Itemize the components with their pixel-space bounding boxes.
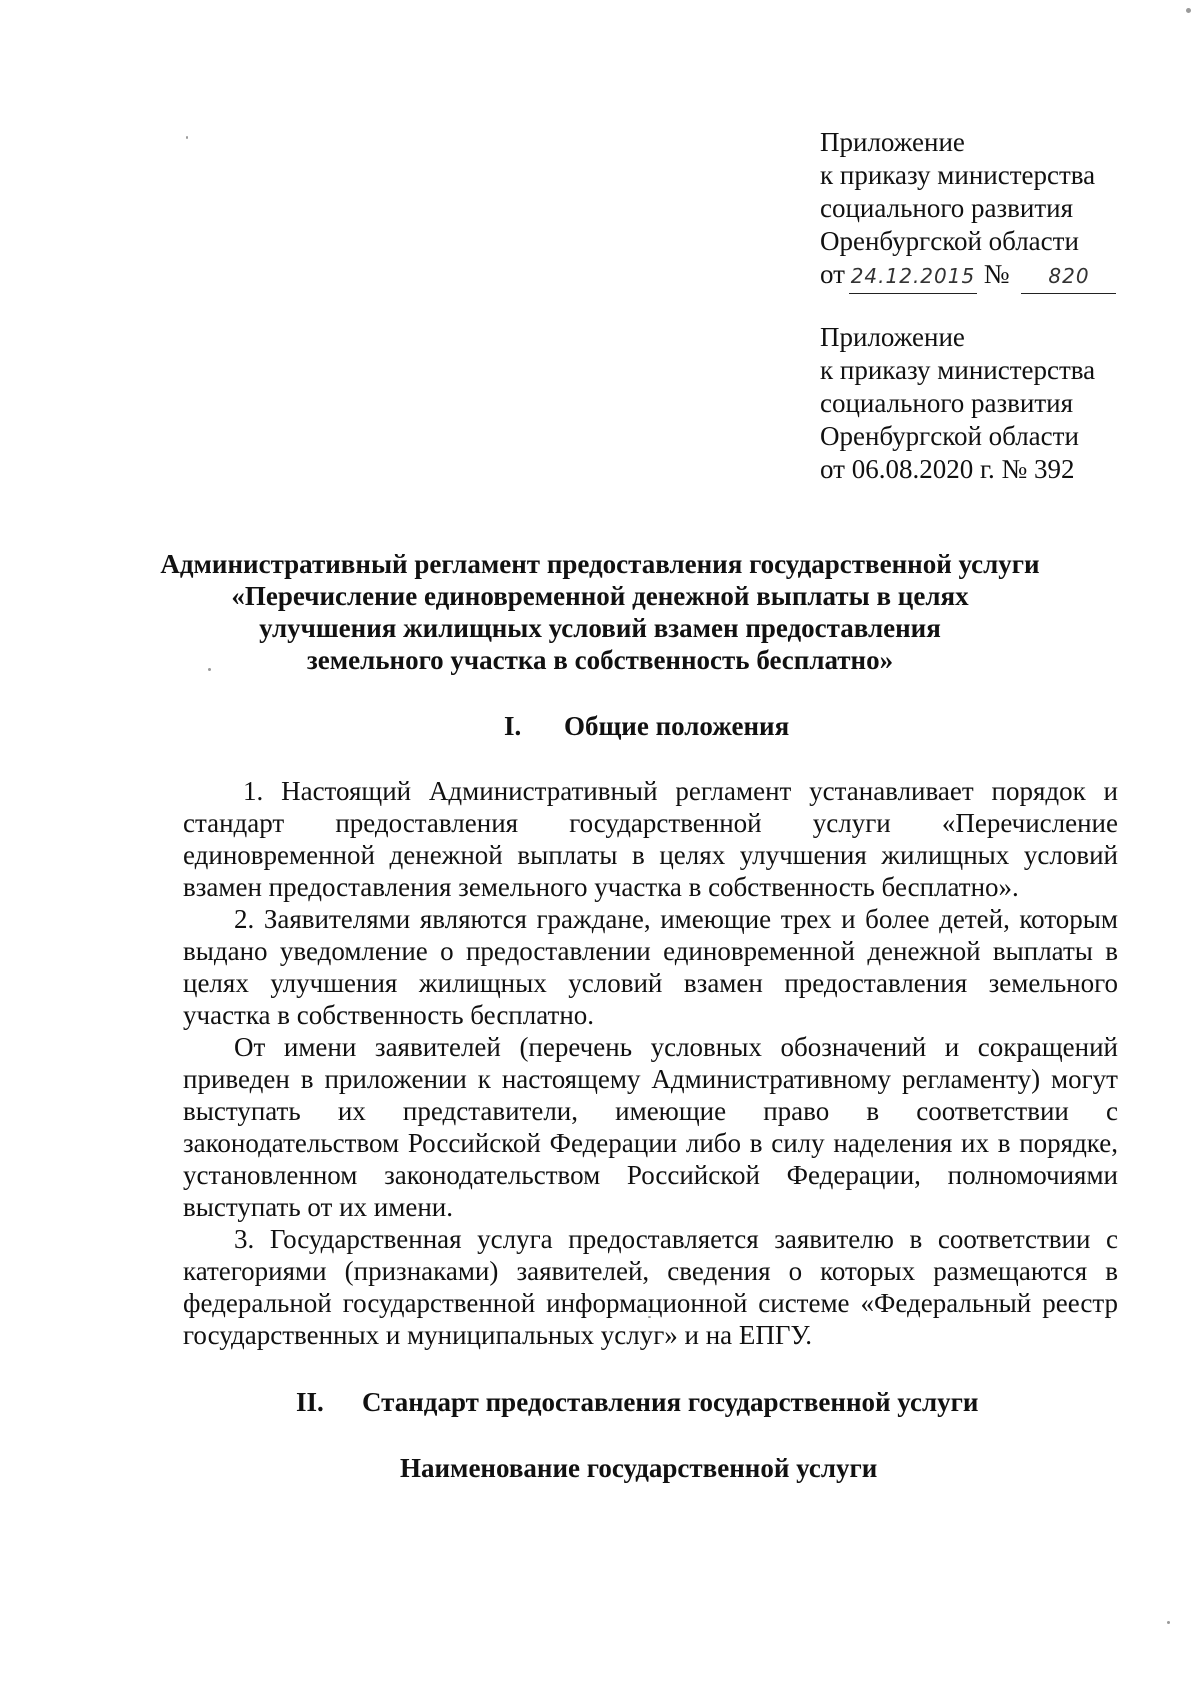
section-title: Стандарт предоставления государственной услуги: [362, 1387, 979, 1417]
approval-block-current: [820, 126, 1116, 294]
approval-line: Оренбургской области: [820, 226, 1079, 256]
section-heading-2: [296, 1386, 978, 1418]
approval-line: Приложение: [820, 322, 965, 352]
scan-speck: [186, 136, 188, 139]
paragraph: От имени заявителей (перечень условных обозначений и сокращений приведен в приложении к настоящему Административному регламенту) могут выступать их представители, имеющие право в соответствии с законодательством Российской Федерации либо в силу наделения их в порядке, установленном законодательством Российской Федерации, полномочиями выступать от их имени.: [183, 1032, 1118, 1222]
approval-line: Оренбургской области: [820, 421, 1079, 451]
title-line: земельного участка в собственность бесплатно»: [306, 645, 894, 675]
approval-line: к приказу министерства: [820, 160, 1096, 190]
approval-date-line: [820, 258, 1116, 294]
approval-date-line: от 06.08.2020 г. № 392: [820, 454, 1075, 484]
title-line: «Перечисление единовременной денежной выплаты в целях: [231, 581, 969, 611]
document-title: [150, 548, 1050, 676]
section-number: I.: [504, 711, 522, 741]
scan-speck: [1186, 8, 1191, 13]
approval-line: к приказу министерства: [820, 355, 1096, 385]
handwritten-number: 820: [1021, 260, 1116, 294]
title-line: улучшения жилищных условий взамен предоставления: [259, 613, 941, 643]
paragraph: 3. Государственная услуга предоставляется заявителю в соответствии с категориями (признаками) заявителей, сведения о которых размещаются в федеральной государственной информационной системе «Федеральный реестр государственных и муниципальных услуг» и на ЕПГУ.: [183, 1224, 1118, 1350]
scan-speck: [1167, 1621, 1170, 1624]
document-body: [183, 775, 1118, 1351]
section-title: Общие положения: [564, 711, 790, 741]
date-prefix: от: [820, 259, 845, 289]
handwritten-date: 24.12.2015: [849, 260, 977, 294]
title-line: Административный регламент предоставления государственной услуги: [160, 549, 1040, 579]
approval-line: социального развития: [820, 193, 1074, 223]
subsection-heading: Наименование государственной услуги: [400, 1453, 878, 1483]
paragraph: 1. Настоящий Административный регламент устанавливает порядок и стандарт предоставления государственной услуги «Перечисление единовременной денежной выплаты в целях улучшения жилищных условий взамен предоставления земельного участка в собственность бесплатно».: [183, 776, 1118, 902]
section-number: II.: [296, 1387, 324, 1417]
approval-line: Приложение: [820, 127, 965, 157]
approval-line: социального развития: [820, 388, 1074, 418]
approval-block-previous: [820, 321, 1095, 486]
paragraph: 2. Заявителями являются граждане, имеющие трех и более детей, которым выдано уведомление о предоставлении единовременной денежной выплаты в целях улучшения жилищных условий взамен предоставления земельного участка в собственность бесплатно.: [183, 904, 1118, 1030]
number-sign: №: [983, 259, 1010, 289]
section-heading-1: [504, 710, 789, 742]
